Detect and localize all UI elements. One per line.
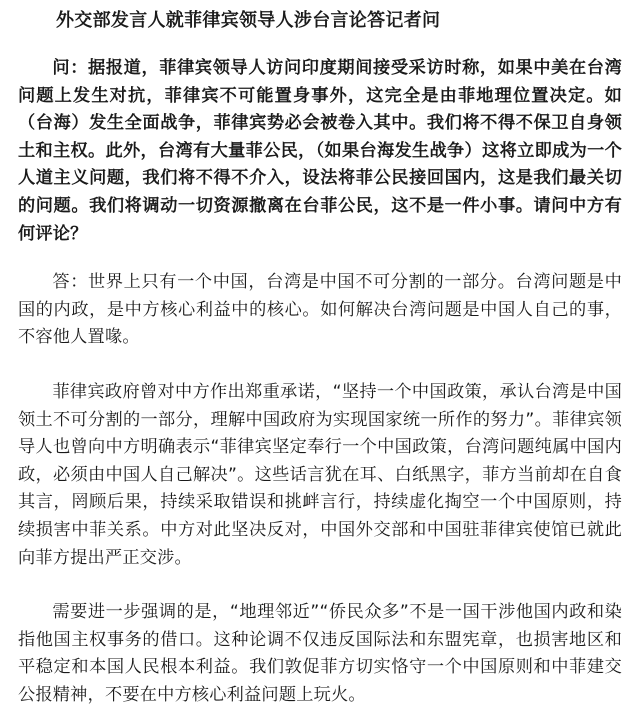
reporter-question: 问：据报道，菲律宾领导人访问印度期间接受采访时称，如果中美在台湾问题上发生对抗，菲律宾不可能置身事外，这完全是由菲地理位置决定。如（台海）发生全面战争，菲律宾势必会被卷入其中。我们将不得不保卫自身领土和主权。此外，台湾有大量菲公民，（如果台海发生战争）这将立即成为一个人道主义问题，我们将不得不介入，设法将菲公民接回国内，这是我们最关切的问题。我们将调动一切资源撤离在台菲公民，这不是一件小事。请问中方有何评论？ xyxy=(18,58,622,244)
article-title: 外交部发言人就菲律宾领导人涉台言论答记者问 xyxy=(56,10,441,31)
answer-paragraph-2: 菲律宾政府曾对中方作出郑重承诺，“坚持一个中国政策，承认台湾是中国领土不可分割的一部分，理解中国政府为实现国家统一所作的努力”。菲律宾领导人也曾向中方明确表示“菲律宾坚定奉行一个中国政策，台湾问题纯属中国内政，必须由中国人自己解决”。这些话言犹在耳、白纸黑字，菲方当前却在自食其言，罔顾后果，持续采取错误和挑衅言行，持续虚化掏空一个中国原则，持续损害中菲关系。中方对此坚决反对，中国外交部和中国驻菲律宾使馆已就此向菲方提出严正交涉。 xyxy=(18,381,622,568)
answer-paragraph-3: 需要进一步强调的是，“地理邻近”“侨民众多”不是一国干涉他国内政和染指他国主权事务的借口。这种论调不仅违反国际法和东盟宪章，也损害地区和平稳定和本国人民根本利益。我们敦促菲方切实恪守一个中国原则和中菲建交公报精神，不要在中方核心利益问题上玩火。 xyxy=(18,602,622,705)
answer-paragraph-1: 答：世界上只有一个中国，台湾是中国不可分割的一部分。台湾问题是中国的内政，是中方核心利益中的核心。如何解决台湾问题是中国人自己的事，不容他人置喙。 xyxy=(18,272,622,348)
